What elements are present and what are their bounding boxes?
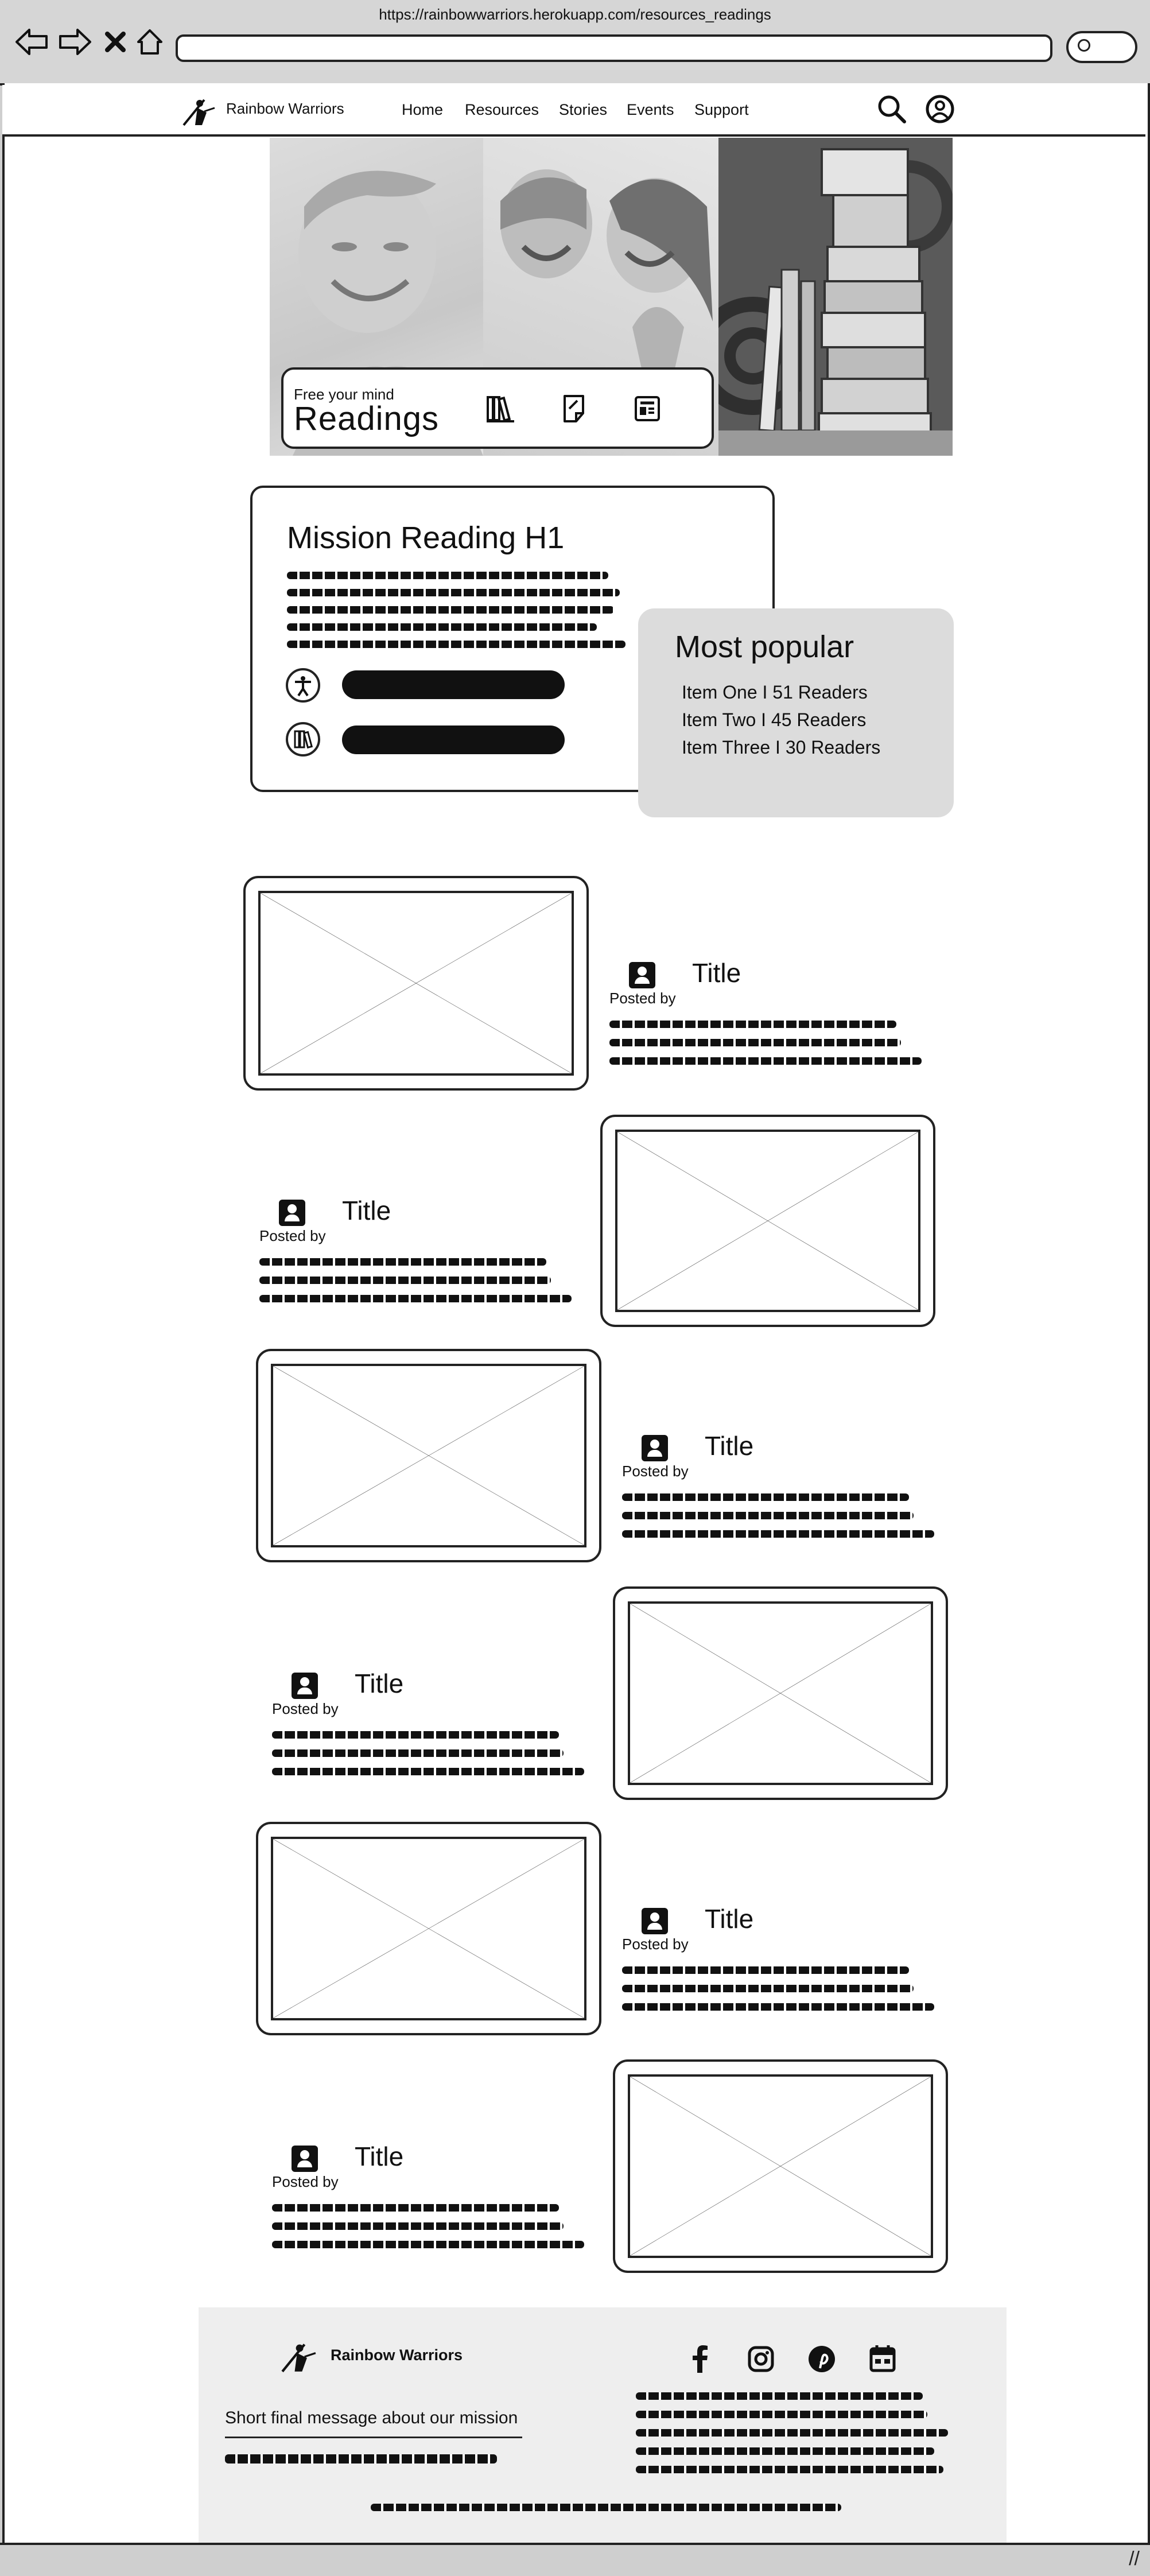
text-scribble-line bbox=[636, 2392, 923, 2400]
link-placeholder-blob[interactable] bbox=[342, 670, 565, 699]
nav-support[interactable]: Support bbox=[694, 101, 749, 118]
popular-item[interactable]: Item Two I 45 Readers bbox=[682, 709, 867, 730]
text-scribble-line bbox=[259, 1295, 572, 1302]
logo-warrior-icon[interactable] bbox=[181, 95, 217, 127]
readings-title-box bbox=[281, 367, 714, 449]
forward-arrow-icon[interactable] bbox=[55, 22, 95, 62]
browser-status-bar bbox=[0, 2543, 1150, 2576]
text-scribble-line bbox=[636, 2466, 943, 2473]
post-title[interactable]: Title bbox=[342, 1196, 391, 1225]
hero-banner bbox=[270, 138, 953, 456]
post-image-placeholder[interactable] bbox=[243, 876, 589, 1091]
books-circle-icon[interactable] bbox=[286, 722, 320, 756]
post-image-placeholder[interactable] bbox=[256, 1822, 601, 2035]
text-scribble-line bbox=[272, 1731, 559, 1739]
post-image-placeholder[interactable] bbox=[613, 1586, 948, 1800]
nav-events[interactable]: Events bbox=[627, 101, 674, 118]
text-scribble-line bbox=[622, 1985, 914, 1992]
text-scribble-line bbox=[287, 572, 608, 579]
accessibility-icon[interactable] bbox=[286, 668, 320, 703]
popular-item[interactable]: Item Three I 30 Readers bbox=[682, 737, 881, 758]
pinterest-icon[interactable] bbox=[805, 2342, 839, 2376]
note-icon[interactable] bbox=[559, 394, 589, 424]
user-badge-icon bbox=[279, 1200, 305, 1226]
browser-search-field[interactable] bbox=[1066, 31, 1137, 63]
posted-by-label: Posted by bbox=[272, 1700, 339, 1717]
hero-subtitle: Free your mind bbox=[294, 386, 394, 403]
text-scribble-line bbox=[636, 2411, 927, 2418]
nav-home[interactable]: Home bbox=[402, 101, 444, 118]
footer-divider bbox=[225, 2437, 522, 2438]
site-header bbox=[2, 85, 1145, 137]
text-scribble-line bbox=[287, 623, 597, 631]
text-scribble-line bbox=[622, 1493, 909, 1501]
text-scribble-line bbox=[259, 1277, 551, 1284]
most-popular-title: Most popular bbox=[675, 630, 854, 664]
post-title[interactable]: Title bbox=[692, 958, 741, 988]
books-icon[interactable] bbox=[485, 394, 515, 424]
post-image-placeholder[interactable] bbox=[600, 1115, 935, 1327]
hero-image-books-stack bbox=[718, 138, 953, 456]
text-scribble-line bbox=[272, 2241, 584, 2248]
most-popular-card bbox=[638, 608, 954, 817]
text-scribble-line bbox=[287, 589, 620, 596]
user-badge-icon bbox=[292, 1673, 318, 1699]
text-scribble-line bbox=[636, 2429, 948, 2437]
footer-logo-text[interactable]: Rainbow Warriors bbox=[331, 2346, 463, 2364]
browser-chrome bbox=[0, 0, 1150, 86]
mission-title: Mission Reading H1 bbox=[287, 521, 565, 555]
url-text: https://rainbowwarriors.herokuapp.com/resources_readings bbox=[379, 6, 771, 23]
posted-by-label: Posted by bbox=[622, 1935, 689, 1953]
text-scribble-line bbox=[287, 606, 614, 614]
popular-item[interactable]: Item One I 51 Readers bbox=[682, 682, 868, 703]
nav-stories[interactable]: Stories bbox=[559, 101, 608, 118]
text-scribble-line bbox=[609, 1021, 896, 1028]
text-scribble-line bbox=[259, 1258, 546, 1266]
newspaper-icon[interactable] bbox=[632, 394, 662, 424]
instagram-icon[interactable] bbox=[744, 2342, 778, 2376]
text-scribble-line bbox=[272, 1749, 564, 1757]
text-scribble-line bbox=[225, 2454, 497, 2464]
url-bar[interactable] bbox=[176, 34, 1052, 62]
text-scribble-line bbox=[622, 1530, 934, 1538]
text-scribble-line bbox=[609, 1057, 922, 1065]
nav-resources[interactable]: Resources bbox=[465, 101, 539, 118]
post-title[interactable]: Title bbox=[355, 1669, 404, 1698]
back-arrow-icon[interactable] bbox=[11, 22, 52, 62]
posted-by-label: Posted by bbox=[259, 1227, 326, 1244]
home-icon[interactable] bbox=[130, 22, 170, 62]
text-scribble-line bbox=[272, 2222, 564, 2230]
post-title[interactable]: Title bbox=[705, 1904, 754, 1934]
posted-by-label: Posted by bbox=[272, 2173, 339, 2190]
logo-warrior-icon[interactable] bbox=[279, 2340, 319, 2374]
text-scribble-line bbox=[272, 2204, 559, 2212]
user-badge-icon bbox=[292, 2146, 318, 2172]
text-scribble-line bbox=[622, 2003, 934, 2011]
post-image-placeholder[interactable] bbox=[256, 1349, 601, 1562]
hero-title: Readings bbox=[294, 400, 440, 437]
site-footer bbox=[199, 2307, 1007, 2543]
link-placeholder-blob[interactable] bbox=[342, 726, 565, 754]
post-image-placeholder[interactable] bbox=[613, 2059, 948, 2273]
text-scribble-line bbox=[622, 1966, 909, 1974]
user-badge-icon bbox=[642, 1435, 668, 1461]
user-circle-icon[interactable] bbox=[925, 94, 955, 124]
posted-by-label: Posted by bbox=[622, 1462, 689, 1480]
calendar-icon[interactable] bbox=[865, 2342, 900, 2376]
posted-by-label: Posted by bbox=[609, 990, 676, 1007]
user-badge-icon bbox=[629, 962, 655, 988]
text-scribble-line bbox=[272, 1768, 584, 1775]
resize-grip-icon[interactable]: // bbox=[1129, 2548, 1140, 2570]
text-scribble-line bbox=[609, 1039, 901, 1046]
text-scribble-line bbox=[622, 1512, 914, 1519]
search-icon bbox=[1078, 39, 1090, 52]
facebook-icon[interactable] bbox=[683, 2342, 717, 2376]
text-scribble-line bbox=[287, 641, 625, 648]
user-badge-icon bbox=[642, 1908, 668, 1934]
logo-text[interactable]: Rainbow Warriors bbox=[226, 100, 344, 117]
footer-mission-message: Short final message about our mission bbox=[225, 2408, 518, 2427]
search-icon[interactable] bbox=[877, 94, 907, 124]
post-title[interactable]: Title bbox=[355, 2142, 404, 2171]
post-title[interactable]: Title bbox=[705, 1431, 754, 1461]
text-scribble-line bbox=[636, 2447, 934, 2455]
copyright-scribble-line bbox=[371, 2504, 841, 2511]
